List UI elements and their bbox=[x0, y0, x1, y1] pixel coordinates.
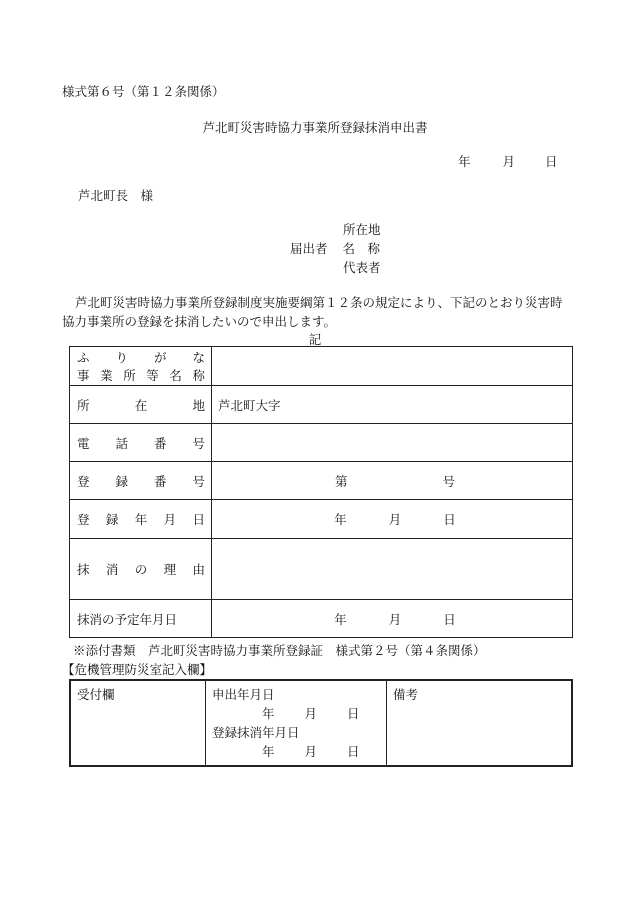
business-name-field[interactable] bbox=[212, 347, 573, 386]
day-label: 日 bbox=[347, 744, 360, 759]
label-char: 抹 bbox=[77, 562, 90, 577]
address-label bbox=[70, 386, 212, 424]
label-char: 称 bbox=[192, 368, 205, 383]
label-char: 番 bbox=[153, 473, 167, 489]
year-label: 年 bbox=[262, 744, 275, 759]
furigana-label bbox=[77, 348, 211, 366]
declarant-prefix: 届出者 bbox=[290, 241, 328, 256]
label-char: ふ bbox=[77, 350, 90, 365]
cancel-date-ymd bbox=[212, 742, 380, 761]
label-char: 事 bbox=[77, 368, 90, 383]
label-char: 番 bbox=[153, 435, 167, 451]
cancel-date-label: 登録抹消年月日 bbox=[212, 725, 300, 740]
date-year: 年 bbox=[458, 154, 471, 169]
table-row bbox=[70, 386, 573, 424]
label-char: 由 bbox=[192, 562, 205, 577]
reception-cell[interactable] bbox=[70, 680, 206, 766]
label-char: 地 bbox=[192, 397, 205, 413]
ki-heading: 記 bbox=[308, 332, 322, 347]
table-row bbox=[70, 462, 573, 500]
submit-date-ymd bbox=[212, 704, 380, 723]
phone-label bbox=[70, 424, 212, 462]
label-char: 年 bbox=[134, 512, 148, 527]
submission-date bbox=[458, 152, 558, 170]
declarant-block bbox=[290, 220, 381, 277]
reception-label: 受付欄 bbox=[77, 687, 115, 702]
reg-date-label bbox=[70, 500, 212, 539]
declarant-rep-label: 代表者 bbox=[343, 260, 381, 275]
label-char: 名 bbox=[169, 368, 182, 383]
label-char: 月 bbox=[163, 512, 177, 527]
label-char: 業 bbox=[100, 368, 113, 383]
remarks-label: 備考 bbox=[393, 687, 419, 702]
office-heading: 【危機管理防災室記入欄】 bbox=[62, 662, 213, 677]
label-char: 電 bbox=[77, 435, 90, 451]
planned-date-field[interactable] bbox=[212, 600, 573, 638]
table-row bbox=[70, 539, 573, 600]
business-name-text bbox=[77, 366, 211, 384]
year-label: 年 bbox=[262, 706, 275, 721]
table-row bbox=[70, 680, 572, 766]
month-label: 月 bbox=[304, 706, 318, 721]
reg-number-label bbox=[70, 462, 212, 500]
label-char: 所 bbox=[123, 368, 136, 383]
year-label: 年 bbox=[334, 512, 347, 527]
form-number: 様式第６号（第１２条関係） bbox=[62, 84, 225, 99]
address-field[interactable]: 芦北町大字 bbox=[212, 386, 573, 424]
month-label: 月 bbox=[388, 512, 402, 527]
phone-field[interactable] bbox=[212, 424, 573, 462]
reg-date-field[interactable] bbox=[212, 500, 573, 539]
label-char: の bbox=[134, 562, 148, 577]
month-label: 月 bbox=[388, 611, 402, 627]
reg-number-suffix: 号 bbox=[442, 473, 456, 489]
date-month: 月 bbox=[502, 154, 516, 169]
reason-label bbox=[70, 539, 212, 600]
table-row bbox=[70, 600, 573, 638]
label-char: 理 bbox=[163, 562, 177, 577]
label-char: 登 bbox=[77, 512, 90, 527]
attachment-note: ※添付書類 芦北町災害時協力事業所登録証 様式第２号（第４条関係） bbox=[73, 643, 486, 658]
label-char: な bbox=[192, 350, 205, 365]
label-char: 号 bbox=[192, 473, 205, 489]
table-row bbox=[70, 500, 573, 539]
page-title: 芦北町災害時協力事業所登録抹消申出書 bbox=[202, 120, 428, 135]
declarant-name-row bbox=[290, 239, 381, 258]
table-row bbox=[70, 347, 573, 386]
label-char: 話 bbox=[115, 435, 128, 451]
remarks-cell[interactable] bbox=[387, 680, 573, 766]
label-char: 登 bbox=[77, 473, 90, 489]
label-char: り bbox=[115, 350, 128, 365]
label-char: 録 bbox=[105, 512, 119, 527]
table-row bbox=[70, 424, 573, 462]
label-char: 日 bbox=[192, 512, 205, 527]
label-char: 所 bbox=[77, 397, 90, 413]
date-day: 日 bbox=[545, 154, 558, 169]
business-name-label bbox=[70, 347, 212, 386]
label-char: 等 bbox=[146, 368, 159, 383]
main-form-table bbox=[69, 346, 573, 638]
label-char: 号 bbox=[192, 435, 205, 451]
declarant-name-label: 名 称 bbox=[342, 241, 381, 256]
day-label: 日 bbox=[443, 611, 456, 627]
dates-cell[interactable] bbox=[206, 680, 387, 766]
planned-date-label: 抹消の予定年月日 bbox=[70, 600, 212, 638]
day-label: 日 bbox=[347, 706, 360, 721]
addressee: 芦北町長 様 bbox=[78, 188, 154, 203]
month-label: 月 bbox=[304, 744, 318, 759]
day-label: 日 bbox=[443, 512, 456, 527]
year-label: 年 bbox=[334, 611, 347, 627]
submit-date-label: 申出年月日 bbox=[212, 687, 275, 702]
label-char: 在 bbox=[134, 397, 148, 413]
label-char: が bbox=[153, 350, 167, 365]
body-text: 芦北町災害時協力事業所登録制度実施要綱第１２条の規定により、下記のとおり災害時協力事業所の登録を抹消したいので申出します。 bbox=[62, 295, 563, 329]
label-char: 消 bbox=[105, 562, 119, 577]
reg-number-prefix: 第 bbox=[334, 473, 348, 489]
office-use-table bbox=[69, 679, 573, 767]
reg-number-field[interactable] bbox=[212, 462, 573, 500]
label-char: 録 bbox=[115, 473, 128, 489]
declarant-location-label: 所在地 bbox=[343, 222, 381, 237]
reason-field[interactable] bbox=[212, 539, 573, 600]
